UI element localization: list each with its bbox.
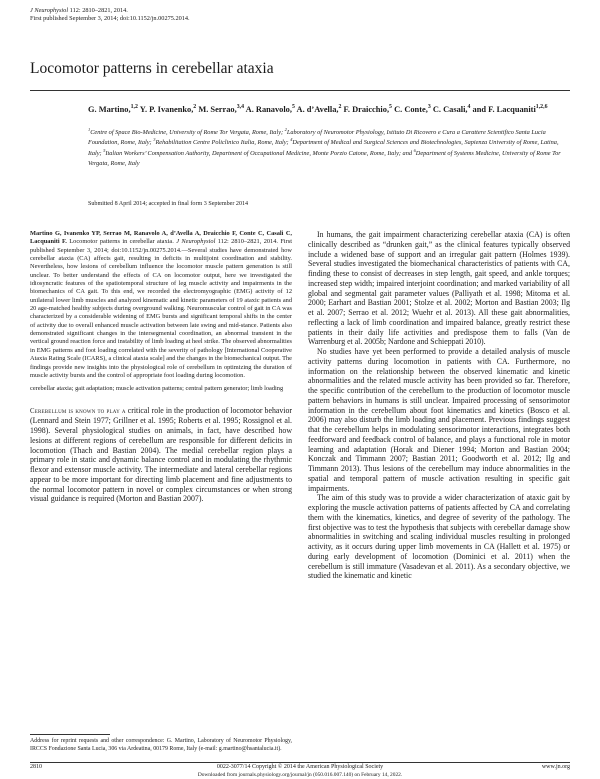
author-list: G. Martino,$^{1,2}$ Y. P. Ivanenko,$^2$ M. Serrao,$^{3,4}$ A. Ranavolo,$^5$ A. d’Avella,$^2$ F. Draicchio,$^5$ C. Conte,$^3$ C. Casali,$^4$ and F. Lacquaniti$^{1,2,6}$ [88,104,548,114]
body-paragraph-3: The aim of this study was to provide a wider characterization of ataxic gait by exploring the muscle activation patterns of patients affected by CA and correlating them with the kinematics, kinetics, and degree of severity of the pathology. The first objective was to test the hypothesis that subjects with cerebellar damage show abnormalities in switching and scaling individual muscles resulting in prolonged activity, as it occurs during upper limb movements in CA (Hallett et al. 1975) or during early development of locomotion (Dominici et al. 2011) when the cerebellum is still immature (Vasadevan et al. 2011). As a secondary objective, we studied the kinematic and kinetic [308,493,570,581]
keywords: cerebellar ataxia; gait adaptation; muscle activation patterns; central pattern generator; limb loading [30,385,284,393]
journal-citation: 112: 2810–2821, 2014. [69,7,128,14]
footer-rule [30,762,570,763]
left-column [30,230,292,504]
intro-text: critical role in the production of locomotor behavior (Lennard and Stein 1977; Grillner et al. 1995; Roberts et al. 1995; Rossignol et al. 1998). Several physiological studies on animals, in fact, have described how lesions at different regions of cerebellum are responsible for different deficits in locomotion (Thach and Bastian 2004). The medial cerebellar region plays a primary role in static and dynamic balance control and in modulating the rhythmic flexor and extensor muscle activity. The intermediate and lateral cerebellar regions appear to be more important for directing limb placement and fine adjustments to the normal locomotor pattern in novel or complex circumstances or when strong visual guidance is required (Morton and Bastian 2007). [30,405,293,504]
footnote-rule [30,734,110,735]
journal-name: J Neurophysiol [30,7,69,14]
journal-header [30,7,570,23]
submission-dates: Submitted 8 April 2014; accepted in final form 3 September 2014 [88,201,249,207]
abstract: Martino G, Ivanenko YP, Serrao M, Ranavolo A, d’Avella A, Draicchio F, Conte C, Casali C, Lacquaniti F. Locomotor patterns in cerebellar ataxia. J Neurophysiol 112: 2810–2821, 2014. First published September 3, 2014; doi:10.1152/jn.00275.2014.—Several studies have demonstrated how cerebellar ataxia (CA) affects gait, resulting in deficits in multijoint coordination and stability. Nevertheless, how lesions of cerebellum influence the locomotor muscle pattern generation is still unclear. To better understand the effects of CA on locomotor output, here we investigated the idiosyncratic features of the spatiotemporal structure of leg muscle activity and impairments in the biomechanics of CA gait. To this end, we recorded the electromyographic (EMG) activity of 12 unilateral lower limb muscles and analyzed kinematic and kinetic parameters of 19 ataxic patients and 20 age-matched healthy subjects during overground walking. Neuromuscular control of gait in CA was characterized by a considerable widening of EMG bursts and significant temporal shifts in the center of activity due to overall enhanced muscle activation between late swing and mid-stance. Patients also demonstrated significant changes in the intersegmental coordination, an abnormal transient in the vertical ground reaction force and instability of limb loading at heel strike. The observed abnormalities in EMG patterns and foot loading correlated with the severity of pathology [International Cooperative Ataxia Rating Scale (ICARS), a clinical ataxia scale] and the changes in the biomechanical output. The findings provide new insights into the physiological role of cerebellum in optimizing the duration of muscle activity bursts and the control of appropriate foot loading during locomotion. [30,230,293,379]
page-number: 2810 [30,764,42,770]
body-paragraph-2: No studies have yet been performed to provide a detailed analysis of muscle activity patterns during locomotion in patients with CA. Furthermore, no information on the relationship between the observed kinematic and kinetic abnormalities and the related muscle activity has been provided so far. Therefore, the specific contribution of the cerebellum to the production of locomotor muscle pattern behaviors in humans is still unclear. Impaired processing of sensorimotor information in the cerebellum about foot kinematics and kinetics (Bosco et al. 2006) may also disturb the limb loading and placement. Previous findings suggest that the cerebellum helps in modulating sensorimotor interactions, integrates both feedforward and feedback control of balance, and plays a functional role in motor learning and adaptation (Horak and Diener 1994; Morton and Bastian 2004; Konczak and Timmann 2007; Bastian 2011; Goodworth et al. 2012; Ilg and Timmann 2013). Thus lesions of the cerebellum may induce abnormalities in the spatial and temporal pattern of muscle activation resulting in specific gait impairments. [308,347,570,493]
intro-paragraph [30,406,292,505]
affiliations: $^1$Centre of Space Bio-Medicine, University of Rome Tor Vergata, Rome, Italy; $^2$Laboratory of Neuromotor Physiology, Istituto Di Ricovero e Cura a Carattere Scientifico Santa Lucia Foundation, Rome, Italy; $^3$Rehabilitation Centre Policlinico Italia, Rome, Italy; $^4$Department of Medical and Surgical Sciences and Biotechnologies, Sapienza University of Rome, Latina, Italy; $^5$Italian Workers’ Compensation Authority, Department of Occupational Medicine, Monte Porzio Catone, Rome, Italy; and $^6$Department of Systems Medicine, University of Rome Tor Vergata, Rome, Italy [88,126,561,168]
published-line: First published September 3, 2014; doi:10.1152/jn.00275.2014. [30,15,190,22]
body-paragraph-1: In humans, the gait impairment characterizing cerebellar ataxia (CA) is often clinically described as “drunken gait,” as the clinical features typically observed include a widened base of support and an irregular gait pattern (Holmes 1939). Several studies investigated the biomechanical characteristics of patients with CA, finding these to consist of decreases in step length, gait speed, and ankle torques; increased step width; impaired interjoint coordination; and marked variability of all global and segmental gait parameter values (Palliyath et al. 1998; Mitoma et al. 2000; Earhart and Bastian 2001; Stolze et al. 2002; Morton and Bastian 2003; Ilg et al. 2007; Serrao et al. 2012; Wuehr et al. 2013). All these gait abnormalities, reflecting a lack of limb coordination and impaired balance, greatly restrict these patients in their daily life activities and predispose them to falls (Van de Warrenburg et al. 2005b; Nardone and Schieppati 2010). [308,230,570,347]
journal-site: www.jn.org [541,764,570,770]
issn-copyright: 0022-3077/14 Copyright © 2014 the American Physiological Society [216,764,384,770]
download-line: Downloaded from journals.physiology.org/journal/jn (050.016.007.140) on February 14, 2022. [197,772,403,778]
right-column [308,230,570,581]
title-rule [30,90,570,91]
page-footer [30,764,570,771]
article-title: Locomotor patterns in cerebellar ataxia [30,60,274,77]
intro-lead: Cerebellum is known to play a [30,407,126,415]
correspondence-footnote: Address for reprint requests and other correspondence: G. Martino, Laboratory of Neuromotor Physiology, IRCCS Fondazione Santa Lucia, 306 via Ardeatina, 00179 Rome, Italy (e-mail: g.martino@hsantalucia.it). [30,738,292,752]
